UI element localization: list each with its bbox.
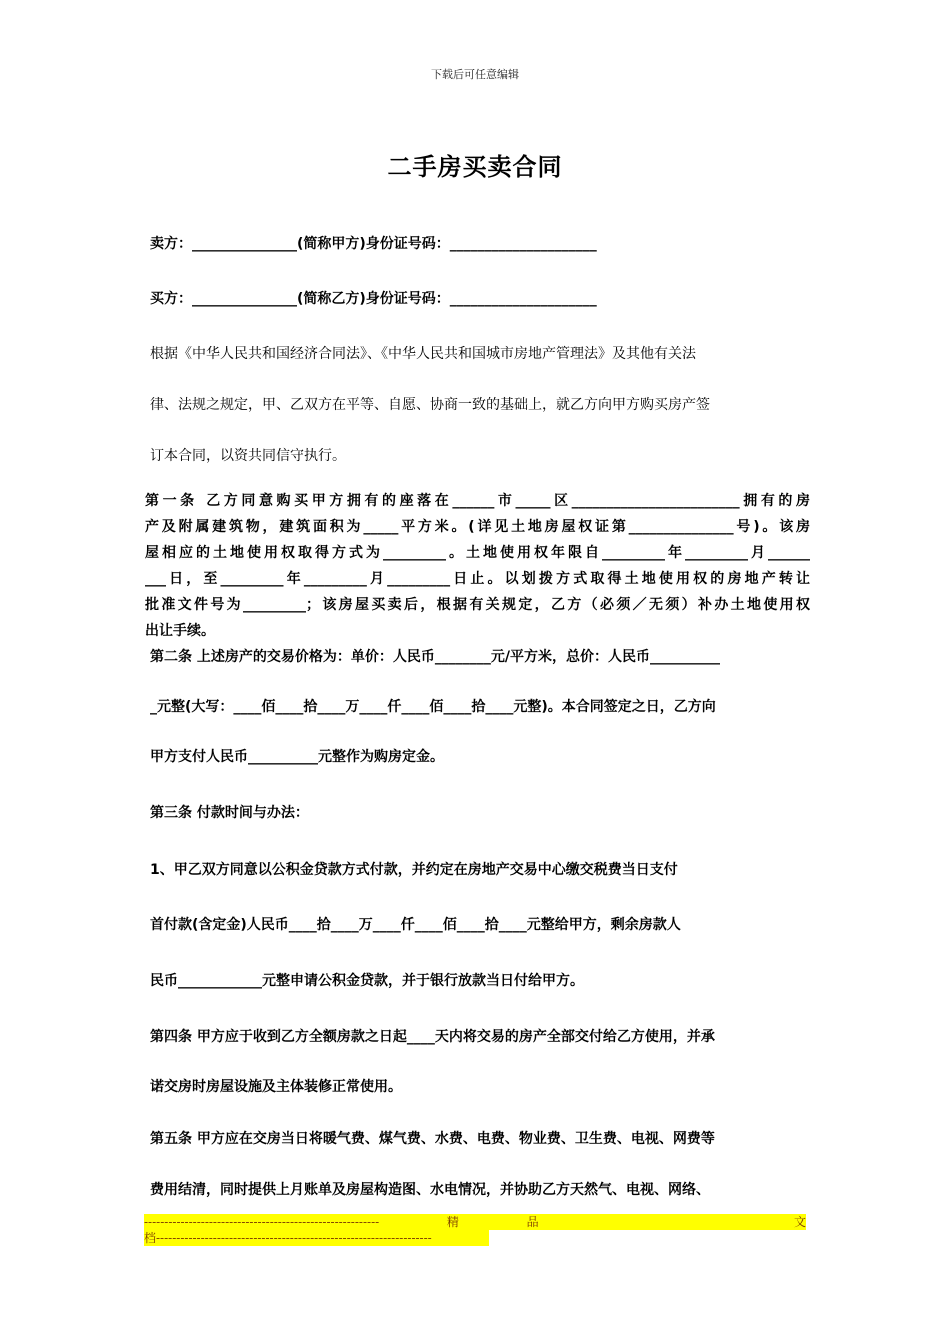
footer-word: 文	[793, 1215, 806, 1229]
article-2-line-1: 第二条 上述房产的交易价格为：单价：人民币________元/平方米，总价：人民币__________	[150, 649, 720, 665]
header-note: 下载后可任意编辑	[431, 68, 519, 81]
footer-row-2: 档--------------------------------------------------------------------	[144, 1230, 489, 1246]
article-3-title: 第三条 付款时间与办法：	[150, 805, 309, 821]
article-3-line-3: 民币____________元整申请公积金贷款，并于银行放款当日付给甲方。	[150, 973, 584, 989]
article-3-line-1: 1、甲乙双方同意以公积金贷款方式付款，并约定在房地产交易中心缴交税费当日支付	[150, 862, 678, 878]
footer-word: 品	[526, 1215, 539, 1229]
preamble-line-1: 根据《中华人民共和国经济合同法》、《中华人民共和国城市房地产管理法》及其他有关法	[150, 346, 696, 362]
seller-line: 卖方：_______________(简称甲方)身份证号码：_____________________	[150, 236, 597, 252]
page-title: 二手房买卖合同	[387, 153, 563, 181]
article-1	[145, 488, 810, 644]
article-1-line: 产及附属建筑物，建筑面积为_____平方米。(详见土地房屋权证第_______________号)。该房	[145, 519, 810, 535]
article-4-line-2: 诺交房时房屋设施及主体装修正常使用。	[150, 1079, 402, 1095]
article-1-line: 出让手续。	[145, 623, 215, 639]
article-4-line-1: 第四条 甲方应于收到乙方全额房款之日起____天内将交易的房产全部交付给乙方使用，并承	[150, 1029, 715, 1045]
footer-spacer	[606, 1214, 726, 1230]
article-1-line: 屋相应的土地使用权取得方式为_________。土地使用权年限自_________年_________月______	[145, 545, 810, 561]
article-2-line-3: 甲方支付人民币__________元整作为购房定金。	[150, 749, 444, 765]
footer-dashes: ----------------------------------------------------------	[144, 1215, 380, 1229]
footer-word: 精	[446, 1215, 459, 1229]
preamble-line-3: 订本合同，以资共同信守执行。	[150, 448, 346, 464]
preamble-line-2: 律、法规之规定，甲、乙双方在平等、自愿、协商一致的基础上，就乙方向甲方购买房产签	[150, 397, 710, 413]
article-1-line: 第一条 乙方同意购买甲方拥有的座落在______市_____区________________________拥有的房	[145, 493, 810, 509]
article-1-line: ___日，至_________年_________月_________日止。以划拨方式取得土地使用权的房地产转让	[145, 571, 810, 587]
article-3-line-2: 首付款(含定金)人民币____拾____万____仟____佰____拾____元整给甲方，剩余房款人	[150, 917, 681, 933]
buyer-line: 买方：_______________(简称乙方)身份证号码：_____________________	[150, 291, 597, 307]
footer-watermark-band	[144, 1214, 806, 1246]
article-1-line: 批准文件号为_________；该房屋买卖后，根据有关规定，乙方（必须／无须）补办土地使用权	[145, 597, 810, 613]
article-2-line-2: _元整(大写：____佰____拾____万____仟____佰____拾____元整)。本合同签定之日，乙方向	[150, 699, 716, 715]
article-5-line-1: 第五条 甲方应在交房当日将暖气费、煤气费、水费、电费、物业费、卫生费、电视、网费等	[150, 1131, 715, 1147]
footer-row-1	[144, 1214, 806, 1230]
article-5-line-2: 费用结清，同时提供上月账单及房屋构造图、水电情况，并协助乙方天然气、电视、网络、	[150, 1182, 710, 1198]
